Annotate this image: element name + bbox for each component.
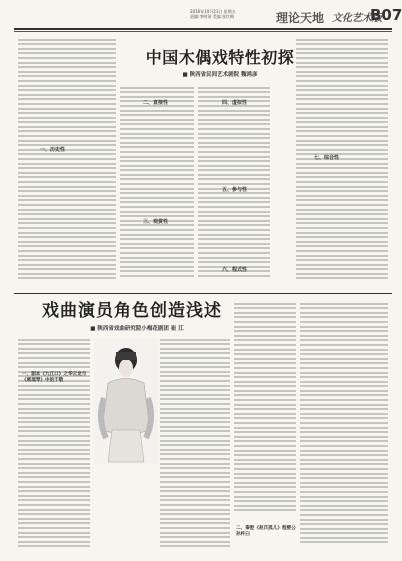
article1-byline: ■ 陕西省民间艺术剧院 魏鸿彦 xyxy=(182,72,258,78)
header-rule-thin xyxy=(14,31,392,32)
article2-col2 xyxy=(160,336,230,556)
column-subtitle: 文化艺术版 xyxy=(332,13,382,24)
section-heading: 六、程式性 xyxy=(222,267,248,273)
section-heading: 二、秦腔《赵氏孤儿》程婴公孙杵臼 xyxy=(236,526,296,537)
page-number: B07 xyxy=(370,6,402,24)
article1-col2 xyxy=(120,84,194,294)
article2-title: 戏曲演员角色创造浅述 xyxy=(42,301,222,321)
article-divider xyxy=(14,293,392,294)
article2-byline: ■ 陕西省戏曲研究院小梅花剧团 崔 江 xyxy=(90,326,184,332)
article1-left-column xyxy=(18,36,116,291)
section-heading: 一、历史性 xyxy=(40,147,66,153)
section-heading: 五、参与性 xyxy=(222,187,248,193)
section-heading: 一、剧本《九江口》之华云龙与《刺瑶琴》中的于敬 xyxy=(22,372,87,383)
section-heading: 四、虚拟性 xyxy=(222,100,248,106)
section-heading: 二、直接性 xyxy=(143,100,169,106)
article2-col1 xyxy=(18,336,90,556)
issue-date: 2016年10月21日 星期五 责编:李明铎 美编:张红梅 xyxy=(190,9,236,19)
opera-performer-photo xyxy=(94,338,158,464)
article2-col3 xyxy=(234,300,296,520)
column-title: 理论天地 xyxy=(276,11,325,25)
article1-col4 xyxy=(296,36,388,291)
section-heading: 三、观赏性 xyxy=(143,219,169,225)
section-heading: 七、综合性 xyxy=(314,155,340,161)
article1-title: 中国木偶戏特性初探 xyxy=(145,48,295,67)
article2-col4 xyxy=(300,300,388,555)
